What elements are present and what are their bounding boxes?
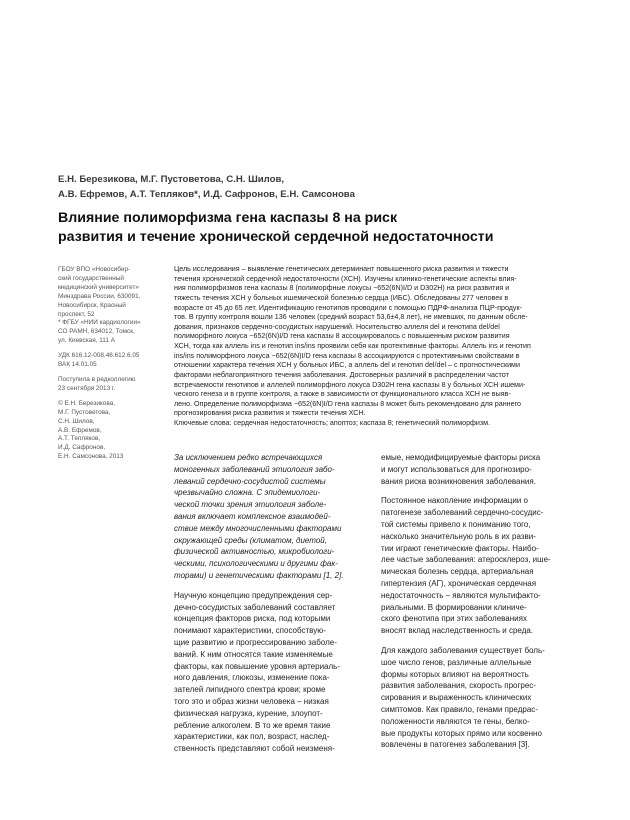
- body-line: шое число генов, различные аллельные: [381, 657, 532, 667]
- body-line: физическая нагрузка, курение, злоупот-: [174, 708, 323, 718]
- copyright-line: И.Д. Сафронов,: [58, 444, 106, 452]
- body-line: моногенных заболеваний этиология забо-: [174, 464, 335, 474]
- body-line: За исключением редко встречающихся: [174, 453, 323, 462]
- body-line: ного давления, глюкозы, изменение пока-: [174, 673, 330, 683]
- body-line: ского фенотипа при этих заболеваниях: [381, 614, 527, 624]
- body-line: тии играют генетические факторы. Наибо-: [381, 543, 539, 553]
- abstract-line: прогнозирования риска развития и тяжести течения ХСН.: [174, 409, 366, 418]
- abstract-line: Цель исследования – выявление генетических детерминант повышенного риска развития и тяжести: [174, 265, 509, 273]
- abstract-line: тов. В группу контроля вошли 136 человек (средний возраст 53,6±4,8 лет), не имевших, по данным обсле-: [174, 313, 528, 322]
- body-line: той системы привело к пониманию того,: [381, 519, 531, 529]
- abstract: [174, 265, 572, 429]
- abstract-line: лено. Определение полиморфизма −652(6N)I/D гена каспазы 8 может быть рекомендовано для раннего: [174, 399, 521, 408]
- received-date: [58, 376, 166, 394]
- body-line: факторы, как повышение уровня артериаль-: [174, 661, 340, 671]
- received-line: 23 сентября 2013 г.: [58, 384, 116, 392]
- body-line: вания включает комплексное взаимодей-: [174, 511, 331, 521]
- body-line: того это и образ жизни человека – низкая: [174, 696, 329, 706]
- udk-line: УДК 616.12-008.46:612.6.05: [58, 352, 140, 360]
- paragraph: [174, 452, 368, 582]
- copyright-line: А.Т. Тепляков,: [58, 435, 101, 443]
- authors: [58, 172, 578, 202]
- body-line: концепция факторов риска, под которыми: [174, 614, 331, 624]
- body-line: вовлечены в патогенез заболевания [3].: [381, 740, 530, 750]
- copyright-line: С.Н. Шилов,: [58, 417, 95, 425]
- affiliation-line: Минздрава России, 630091,: [58, 292, 141, 300]
- body-line: леваний сердечно-сосудистой системы: [174, 476, 326, 486]
- abstract-line: отношении характера течения ХСН у больных ИБС, а аллель del и генотип del/del – с прогностическими: [174, 361, 520, 370]
- udk-code: [58, 352, 166, 370]
- body-line: емые, немодифицируемые факторы риска: [381, 453, 541, 462]
- paragraph: [174, 590, 368, 755]
- body-line: симптомов. Как правило, генами предрас-: [381, 704, 538, 714]
- affiliation-line: ул. Киевская, 111 А: [58, 337, 115, 345]
- body-line: вые продукты которых прямо или косвенно: [381, 728, 542, 738]
- received-line: Поступила в редколлегию: [58, 375, 136, 383]
- abstract-line: ХСН, тогда как аллель ins и генотип ins/ins проявили себя как протективные факторы. Аллель ins и генотип: [174, 342, 531, 350]
- body-line: щие развитию и прогрессированию заболе-: [174, 637, 337, 647]
- body-line: ческими, психологическими и другими фак-: [174, 559, 338, 569]
- abstract-line: дования, признаков сердечно-сосудистых нарушений. Носительство аллеля del и генотипа del/del: [174, 322, 500, 331]
- abstract-line: возрасте от 45 до 65 лет. Идентификацию генотипов проводили с помощью ПДРФ-анализа ПЦР-продук-: [174, 303, 522, 312]
- body-line: мическая болезнь сердца, артериальная: [381, 567, 534, 577]
- paragraph: [381, 495, 575, 637]
- title-line: развития и течение хронической сердечной недостаточности: [58, 229, 494, 245]
- abstract-line: ческого генеза и в группе контроля, а также в зависимости от функционального класса ХСН не выяв-: [174, 390, 511, 399]
- body-line: физической активностью, микробиологи-: [174, 547, 335, 557]
- body-line: ребление алкоголем. В то же время такие: [174, 720, 331, 730]
- abstract-line: полиморфного локуса −652(6N)I/D гена каспазы 8 ассоциировалось с повышенным риском развития: [174, 332, 510, 341]
- body-line: ствие между многочисленными факторами: [174, 523, 342, 533]
- authors-line: А.В. Ефремов, А.Т. Тепляков*, И.Д. Сафронов, Е.Н. Самсонова: [58, 189, 355, 200]
- body-line: окружающей среды (климатом, диетой,: [174, 535, 327, 545]
- affiliation: [58, 266, 166, 346]
- udk-line: ВАК 14.01.05: [58, 361, 97, 369]
- body-line: риальными. В формировании клиниче-: [381, 602, 527, 612]
- body-line: дечно-сосудистых заболеваний составляет: [174, 602, 336, 612]
- abstract-line: ins/ins полиморфного локуса −652(6N)I/D гена каспазы 8 ассоциируются с протективными свойствами в: [174, 351, 520, 360]
- copyright: [58, 400, 166, 462]
- title-line: Влияние полиморфизма гена каспазы 8 на риск: [58, 210, 398, 226]
- copyright-line: А.В. Ефремов,: [58, 426, 102, 434]
- article-title: [58, 209, 598, 247]
- keywords-line: Ключевые слова: сердечная недостаточность; апоптоз; каспаза 8; генетический полиморфизм.: [174, 419, 491, 427]
- abstract-line: тяжесть течения ХСН у больных ишемической болезнью сердца (ИБС). Обследованы 277 человек в: [174, 293, 509, 302]
- body-line: Для каждого заболевания существует боль-: [381, 645, 545, 655]
- affiliation-line: ский государственный: [58, 274, 124, 282]
- body-line: ческой точки зрения этиология заболе-: [174, 500, 327, 510]
- body-line: ваний. К ним относятся такие изменяемые: [174, 649, 333, 659]
- copyright-line: М.Г. Пустоветова,: [58, 408, 111, 416]
- sidebar-meta: [58, 266, 166, 468]
- affiliation-line: ГБОУ ВПО «Новосибир-: [58, 266, 131, 273]
- body-line: лее частые заболевания: атеросклероз, ише-: [381, 555, 551, 565]
- body-line: торами) и генетическими факторами [1, 2].: [174, 570, 344, 580]
- authors-line: Е.Н. Березикова, М.Г. Пустоветова, С.Н. Шилов,: [58, 174, 285, 185]
- copyright-line: © Е.Н. Березикова,: [58, 399, 115, 407]
- body-line: недостаточность – являются мультифакто-: [381, 590, 541, 600]
- abstract-line: ния полиморфизмов гена каспазы 8 (полиморфные локусы −652(6N)I/D и D302H) на риск развития и: [174, 284, 510, 293]
- body-line: гипертензия (АГ), хроническая сердечная: [381, 578, 537, 588]
- body-line: ственность представляют собой неизменя-: [174, 744, 335, 754]
- body-line: формы которых влияют на вероятность: [381, 669, 529, 679]
- body-line: зателей липидного спектра крови; кроме: [174, 685, 326, 695]
- body-line: развития заболевания, скорость прогрес-: [381, 681, 536, 691]
- abstract-line: встречаемости генотипов и аллелей полиморфного локуса D302H гена каспазы 8 у больных ХСН ишеми-: [174, 380, 526, 389]
- abstract-line: течения хронической сердечной недостаточности (ХСН). Изучены клинико-генетические аспекты влия-: [174, 274, 517, 283]
- body-line: понимают характеристики, способствую-: [174, 626, 326, 636]
- affiliation-line: Новосибирск, Красный: [58, 301, 126, 309]
- abstract-line: факторами неблагоприятного течения заболевания. Достоверных различий в распределении частот: [174, 370, 509, 379]
- body-column-left: [174, 452, 368, 763]
- body-line: положенности являются те гены, белко-: [381, 716, 530, 726]
- affiliation-line: СО РАМН, 634012, Томск,: [58, 328, 135, 336]
- body-line: чрезвычайно сложна. С эпидемиологи-: [174, 488, 321, 498]
- body-line: вносят вклад наследственность и среда.: [381, 626, 534, 636]
- body-column-right: [381, 452, 575, 759]
- body-line: Постоянное накопление информации о: [381, 496, 528, 506]
- body-line: Научную концепцию предупреждения сер-: [174, 590, 333, 600]
- copyright-line: Е.Н. Самсонова, 2013: [58, 453, 124, 461]
- paragraph: [381, 645, 575, 751]
- body-line: вания риска возникновения заболевания.: [381, 476, 536, 486]
- body-line: характеристики, как пол, возраст, наслед-: [174, 732, 330, 742]
- paragraph: [381, 452, 575, 487]
- affiliation-line: * ФГБУ «НИИ кардиологии»: [58, 319, 141, 327]
- affiliation-line: проспект, 52: [58, 310, 95, 318]
- body-line: сирования и выраженность клинических: [381, 693, 532, 703]
- body-line: патогенезе заболеваний сердечно-сосудис-: [381, 508, 544, 518]
- body-line: и могут использоваться для прогнозиро-: [381, 464, 532, 474]
- body-line: насколько значительную роль в их разви-: [381, 531, 536, 541]
- affiliation-line: медицинский университет»: [58, 283, 139, 291]
